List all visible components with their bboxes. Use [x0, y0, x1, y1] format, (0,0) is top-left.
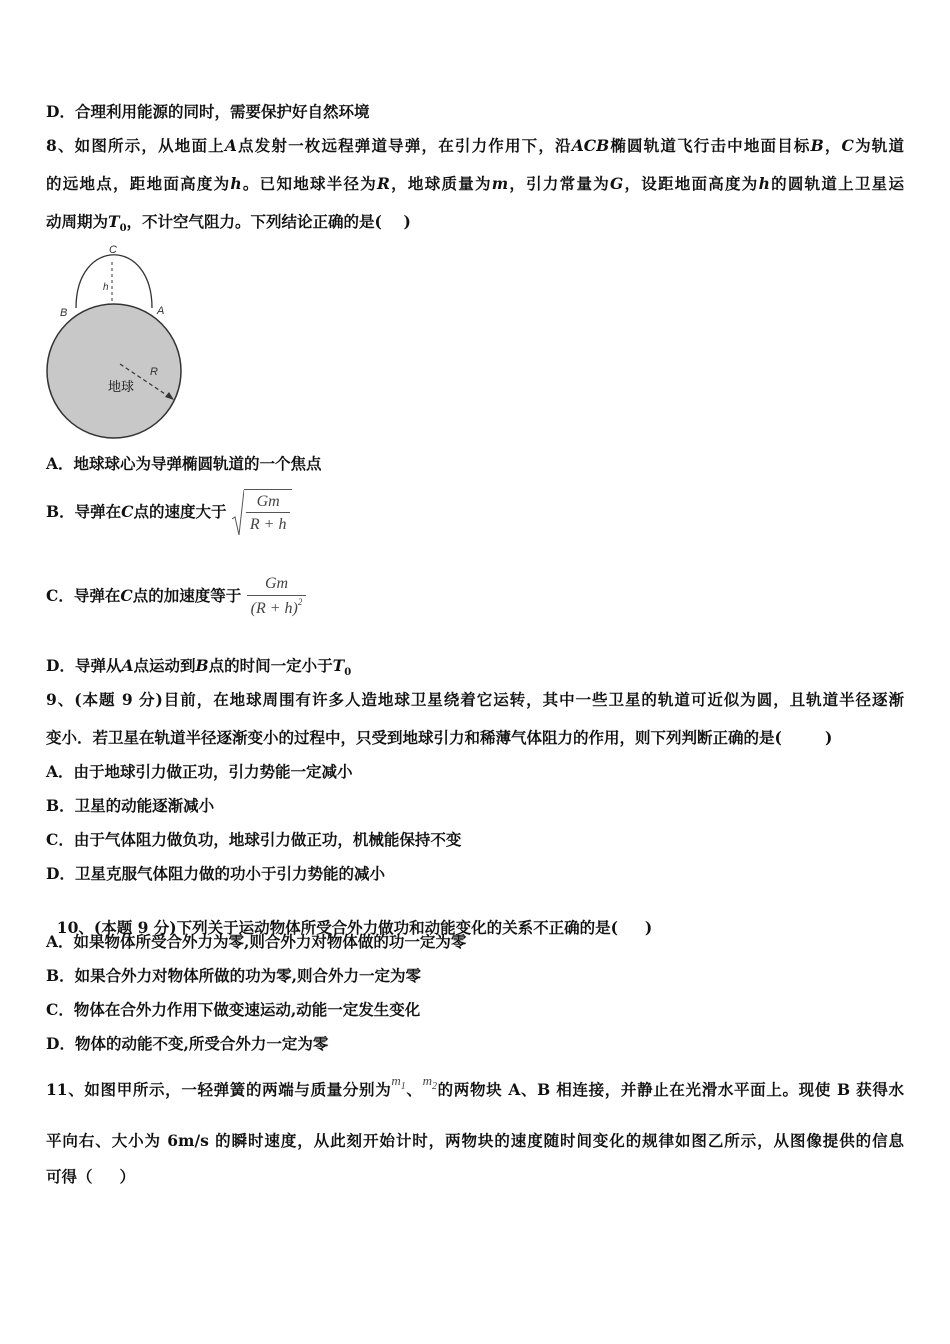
q8-stem-line-3: 动周期为$T_0$，不计空气阻力。下列结论正确的是( ): [46, 212, 411, 234]
q11-stem-line-3: 可得（ ）: [46, 1167, 135, 1186]
earth-trajectory-figure: [40, 238, 190, 444]
sqrt-sign: [232, 489, 244, 537]
q8-stem-line-2: 的远地点，距地面高度为h。已知地球半径为R，地球质量为m，引力常量为G，设距地面高度为h的圆轨道上卫星运: [46, 174, 904, 193]
q8-option-c: C．导弹在C点的加速度等于 $\frac{Gm}{(R + h)^2}$: [46, 570, 306, 626]
label-b: B: [60, 307, 68, 319]
formula-b: $\frac{Gm}{R + h}$: [232, 489, 293, 537]
q10-option-c: C．物体在合外力作用下做变速运动,动能一定发生变化: [46, 1000, 421, 1019]
q10-option-b: B．如果合外力对物体所做的功为零,则合外力一定为零: [46, 966, 422, 985]
q7-option-d: D．合理利用能源的同时，需要保护好自然环境: [46, 102, 370, 121]
q8-option-a: A．地球球心为导弹椭圆轨道的一个焦点: [46, 454, 322, 473]
label-earth: 地球: [108, 380, 135, 395]
q10-option-d: D．物体的动能不变,所受合外力一定为零: [46, 1034, 329, 1053]
q10-stem: 10、(本题 9 分)下列关于运动物体所受合外力做功和动能变化的关系不正确的是( ): [56, 918, 653, 937]
q10-option-a: A．如果物体所受合外力为零,则合外力对物体做的功一定为零: [46, 932, 467, 951]
q8-option-d: D．导弹从A点运动到B点的时间一定小于$T_0$: [46, 656, 352, 678]
q9-option-d: D．卫星克服气体阻力做的功小于引力势能的减小: [46, 864, 385, 883]
label-h: h: [103, 282, 109, 293]
formula-c: $\frac{Gm}{(R + h)^2}$: [247, 573, 307, 621]
trajectory-arc: [76, 255, 152, 308]
q9-option-a: A．由于地球引力做正功，引力势能一定减小: [46, 762, 353, 781]
label-a: A: [157, 305, 165, 317]
q9-option-c: C．由于气体阻力做负功，地球引力做正功，机械能保持不变: [46, 830, 462, 849]
label-r: R: [150, 366, 158, 378]
q9-stem-line-1: 9、(本题 9 分)目前，在地球周围有许多人造地球卫星绕着它运转，其中一些卫星的轨道可近似为圆，且轨道半径逐渐: [46, 690, 904, 709]
q9-stem-line-2: 变小．若卫星在轨道半径逐渐变小的过程中，只受到地球引力和稀薄气体阻力的作用，则下列判断正确的是( ): [46, 728, 833, 747]
q8-option-b: B．导弹在C点的速度大于 $\frac{Gm}{R + h}$: [46, 486, 292, 538]
q11-stem-line-2: 平向右、大小为 6m/s 的瞬时速度，从此刻开始计时，两物块的速度随时间变化的规律如图乙所示，从图像提供的信息: [46, 1131, 904, 1150]
q11-stem-line-1: 11、如图甲所示，一轻弹簧的两端与质量分别为$^{m_1}$、$^{m_2}$的两物块 A、B 相连接，并静止在光滑水平面上。现使 B 获得水: [46, 1073, 904, 1099]
q9-option-b: B．卫星的动能逐渐减小: [46, 796, 215, 815]
earth-circle: [47, 304, 181, 438]
label-c: C: [109, 244, 117, 256]
q8-stem-line-1: 8、如图所示，从地面上A点发射一枚远程弹道导弹，在引力作用下，沿ACB椭圆轨道飞行击中地面目标B，C为轨道: [46, 136, 904, 155]
